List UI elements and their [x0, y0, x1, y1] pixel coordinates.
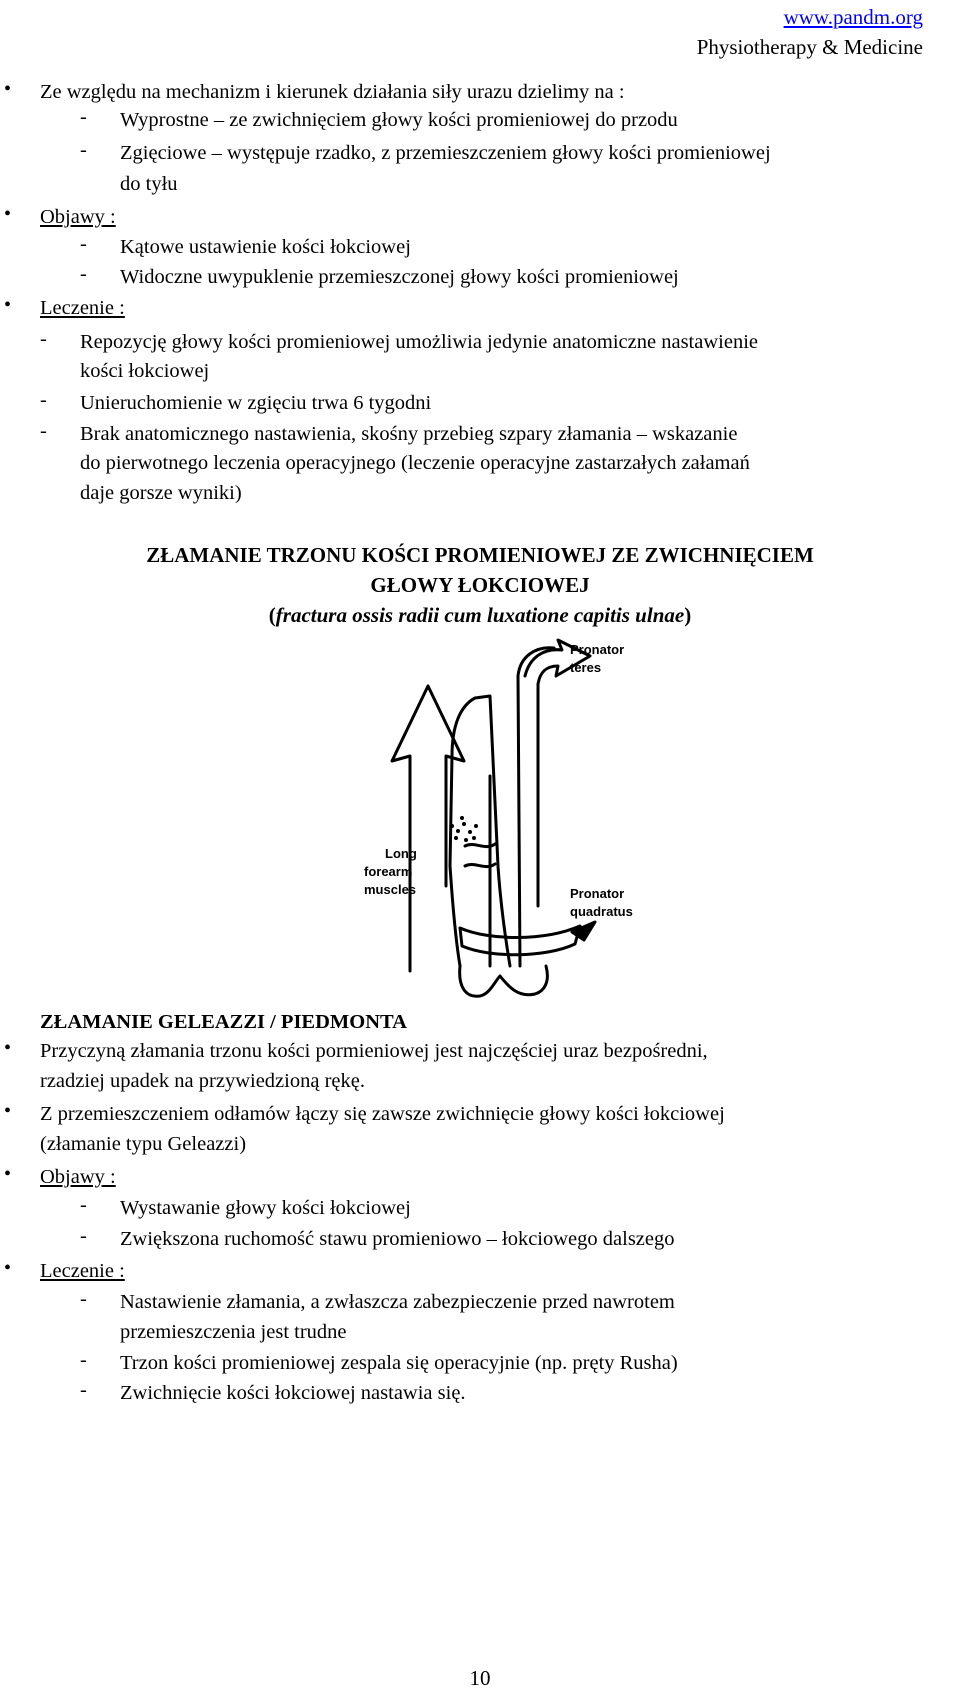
paragraph-cont: (złamanie typu Geleazzi)	[40, 1133, 247, 1155]
symptom-item: Zwiększona ruchomość stawu promieniowo – łokciowego dalszego	[120, 1228, 675, 1250]
treatment-heading: Leczenie :	[40, 1260, 125, 1282]
label-pronator-teres: Pronator	[570, 642, 625, 657]
site-subtitle: Physiotherapy & Medicine	[696, 35, 923, 59]
bullet: •	[4, 78, 12, 100]
section-title: GŁOWY ŁOKCIOWEJ	[370, 573, 590, 597]
pronator-arrow-icon	[525, 640, 590, 906]
page-header	[697, 2, 923, 62]
symptoms-heading: Objawy :	[40, 206, 116, 228]
type-item: Wyprostne – ze zwichnięciem głowy kości promieniowej do przodu	[120, 109, 678, 131]
dash: -	[80, 1194, 87, 1216]
label-long-muscles: Long	[385, 846, 417, 861]
treatment-item: Repozycję głowy kości promieniowej umożliwia jedynie anatomiczne nastawienie	[80, 331, 758, 353]
treatment-item: Brak anatomicznego nastawienia, skośny przebieg szpary złamania – wskazanie	[80, 423, 738, 445]
dash: -	[80, 1379, 87, 1401]
dash: -	[40, 420, 47, 442]
dash: -	[80, 263, 87, 285]
section-title: ZŁAMANIE TRZONU KOŚCI PROMIENIOWEJ ZE ZWICHNIĘCIEM	[146, 543, 814, 567]
dash: -	[80, 106, 87, 128]
symptom-item: Wystawanie głowy kości łokciowej	[120, 1197, 411, 1219]
dash: -	[80, 233, 87, 255]
bullet: •	[4, 1163, 12, 1185]
treatment-heading: Leczenie :	[40, 297, 125, 319]
symptoms-heading: Objawy :	[40, 1166, 116, 1188]
treatment-item-cont: daje gorsze wyniki)	[80, 482, 242, 504]
dash: -	[40, 328, 47, 350]
treatment-item: Zwichnięcie kości łokciowej nastawia się.	[120, 1382, 466, 1404]
dash: -	[80, 1225, 87, 1247]
treatment-item: Trzon kości promieniowej zespala się operacyjnie (np. pręty Rusha)	[120, 1352, 678, 1374]
treatment-item-cont: kości łokciowej	[80, 360, 210, 382]
dash: -	[80, 1288, 87, 1310]
label-long-muscles: forearm	[364, 864, 413, 879]
paragraph: Z przemieszczeniem odłamów łączy się zawsze zwichnięcie głowy kości łokciowej	[40, 1103, 725, 1125]
treatment-item-cont: przemieszczenia jest trudne	[120, 1321, 347, 1343]
type-item-cont: do tyłu	[120, 173, 178, 195]
bullet: •	[4, 203, 12, 225]
bullet: •	[4, 1100, 12, 1122]
treatment-item: Unieruchomienie w zgięciu trwa 6 tygodni	[80, 392, 432, 414]
dash: -	[80, 139, 87, 161]
ulna-bone	[490, 648, 554, 966]
treatment-item: Nastawienie złamania, a zwłaszcza zabezpieczenie przed nawrotem	[120, 1291, 675, 1313]
bullet: •	[4, 294, 12, 316]
type-item: Zgięciowe – występuje rzadko, z przemieszczeniem głowy kości promieniowej	[120, 142, 771, 164]
forearm-fracture-figure	[340, 636, 650, 1001]
label-pronator-quadratus: quadratus	[570, 904, 633, 919]
site-link[interactable]: www.pandm.org	[783, 5, 923, 29]
bullet: •	[4, 1257, 12, 1279]
bullet: •	[4, 1037, 12, 1059]
label-pronator-quadratus: Pronator	[570, 886, 625, 901]
paragraph-cont: rzadziej upadek na przywiedzioną rękę.	[40, 1070, 365, 1092]
intro-text: Ze względu na mechanizm i kierunek działania siły urazu dzielimy na :	[40, 81, 625, 103]
treatment-item-cont: do pierwotnego leczenia operacyjnego (leczenie operacyjne zastarzałych załamań	[80, 452, 750, 474]
symptom-item: Widoczne uwypuklenie przemieszczonej głowy kości promieniowej	[120, 266, 679, 288]
symptom-item: Kątowe ustawienie kości łokciowej	[120, 236, 411, 258]
latin-name: (fractura ossis radii cum luxatione capitis ulnae)	[268, 603, 692, 627]
section-title: ZŁAMANIE GELEAZZI / PIEDMONTA	[40, 1011, 407, 1033]
paragraph: Przyczyną złamania trzonu kości pormieniowej jest najczęściej uraz bezpośredni,	[40, 1040, 708, 1062]
dash: -	[80, 1349, 87, 1371]
dash: -	[40, 389, 47, 411]
page-number: 10	[469, 1666, 491, 1690]
label-long-muscles: muscles	[364, 882, 417, 897]
label-pronator-teres: teres	[570, 660, 602, 675]
